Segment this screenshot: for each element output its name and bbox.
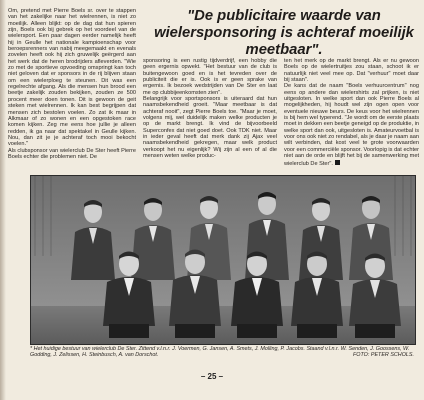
- article-paragraph-text: De kans dat de naam "Boels verhuurcentrum" nog eens op andere dan wielershirts zal prijken, is niet uitgesloten. In welke sport dan ook Pierre Boels al mogelijkheden, hij houdt wel zijn ogen open voor eventuele nieuwe beurs. De keus voor het wielrennen is bij hem wel typerend. "Je wordt om de eerste plaats moet in dekken een beetje geneigd op de produktie, in welke sport dan ook, uitgesloten is. Amateurvoetbal is voor ons ook niet zo rendabel, als je daar je naam aan wilt verbinden, dat kost veel te grote voorwaarden voor een commerciële sponsor. Voorlopig is dat echter niet aan de orde en blijft het bij de samenwerking met wielerclub De Ster".: [284, 83, 419, 167]
- group-photo: [30, 175, 416, 345]
- article-column-1: [8, 8, 136, 160]
- article-paragraph: sponsoring is een rustig tijdverdrijf, een hobby die geen ergernis opwekt. "Het bestuur van de club is buitengewoon goed en is het tevreden over de publiciteit die er is. Ook is er geen sprake van ergernis. Ik bezoek wedstrijden van De Ster en laat me op clubbijeenkomsten zien".: [143, 58, 277, 96]
- article-paragraph: Belangrijk voor sportsponsors is uiteraard dat hun naamsbekendheid groeit. "Maar meetbaar is dat achteraf nooit", zegt Pierre Boels toe. "Maar je moet, volgens mij, wel duidelijk maken welke producten je op de markt brengt. Ik vind de bijvoorbeeld Superconfex dat niet goed doet. Ook TDK niet. Maar in ieder geval heeft dat merk dank zij Ajax veel naamsbekendheid gekregen, maar welk product verkoopt het nu eigenlijk? Wij zijn al een of al die mensen weten welke produc-: [143, 96, 277, 160]
- article-paragraph: Om, pretend met Pierre Boels sr. over te stappen van het zakelijke naar het wielrennen, is niet zo moeilijk. Alleen blijkt: op de dag dat hun spieren zijn, Boels ook bij gebrek op het voordeel van de wielersport. Een paar dagen eerder namelijk heeft hij in Geulle het nationale kampioenschap voor beroepsrenners van nabij meegemaakt en evenals zovelen heeft ook hij zich gruwelijk geërgerd aan het werk dat de heren brodrijders afleverden. "Wie zo met de sportieve opvoeding omspringt kan toch niet geloven dat er sponsors in de rij blijven staan om een wielerploeg te steunen. Dit was een regelrechte afgang. Als die mensen hun brood een beetje zakelijk zouden bekijken, zouden ze 500 procent meer doen tonen. Dit is gewoon de geit steken met wielrennen. Ik kan best begrijpen dat mensen zich bestolen voelen. Zo zat ik maar in Alkmaar of zo wonen en een opgestoken race komen kijken. Zeg me eens hoe jullie je alleen redden, ik ga naar dat spektakel in Geulle kijken. Nou, dan zit je je achteraf toch mooi bekocht voelen.": [8, 8, 136, 148]
- article-column-2: [143, 58, 277, 160]
- page-number: – 25 –: [200, 372, 224, 381]
- page-spine-shadow: [0, 0, 6, 400]
- photo-credit: FOTO: PETER SCHOLS.: [352, 352, 414, 359]
- article-paragraph: ten het merk op de markt brengt. Als er nu gewoon Boels op de wielertruitjes zou staan, schoot ik er natuurlijk niet veel mee op. Dat "verhuur" moet daar bij staan".: [284, 58, 419, 84]
- article-paragraph: [284, 83, 419, 166]
- caption-star: *: [30, 346, 34, 352]
- article-column-3: [284, 58, 419, 167]
- article-paragraph: Als clubsponsor van wielerclub De Ster heeft Pierre Boels echter die problemen niet. De: [8, 147, 136, 160]
- article-headline: "De publicitaire waarde van wielersponsoring is achteraf moeilijk meetbaar".: [154, 8, 414, 58]
- caption-text: Het huidige bestuur van wielerclub De Ster. Zittend v.l.n.r. J. Voermen, G. Jansen, A. Smets, J. Molling, P. Jacobs. Staand v.l.n.r. W. Senden, J. Goossens, W. Godding, J. Zelissen, H. Steinbusch, A. van Dorschot.: [30, 346, 410, 359]
- photo-caption: [30, 346, 414, 358]
- article-end-mark: [335, 160, 340, 165]
